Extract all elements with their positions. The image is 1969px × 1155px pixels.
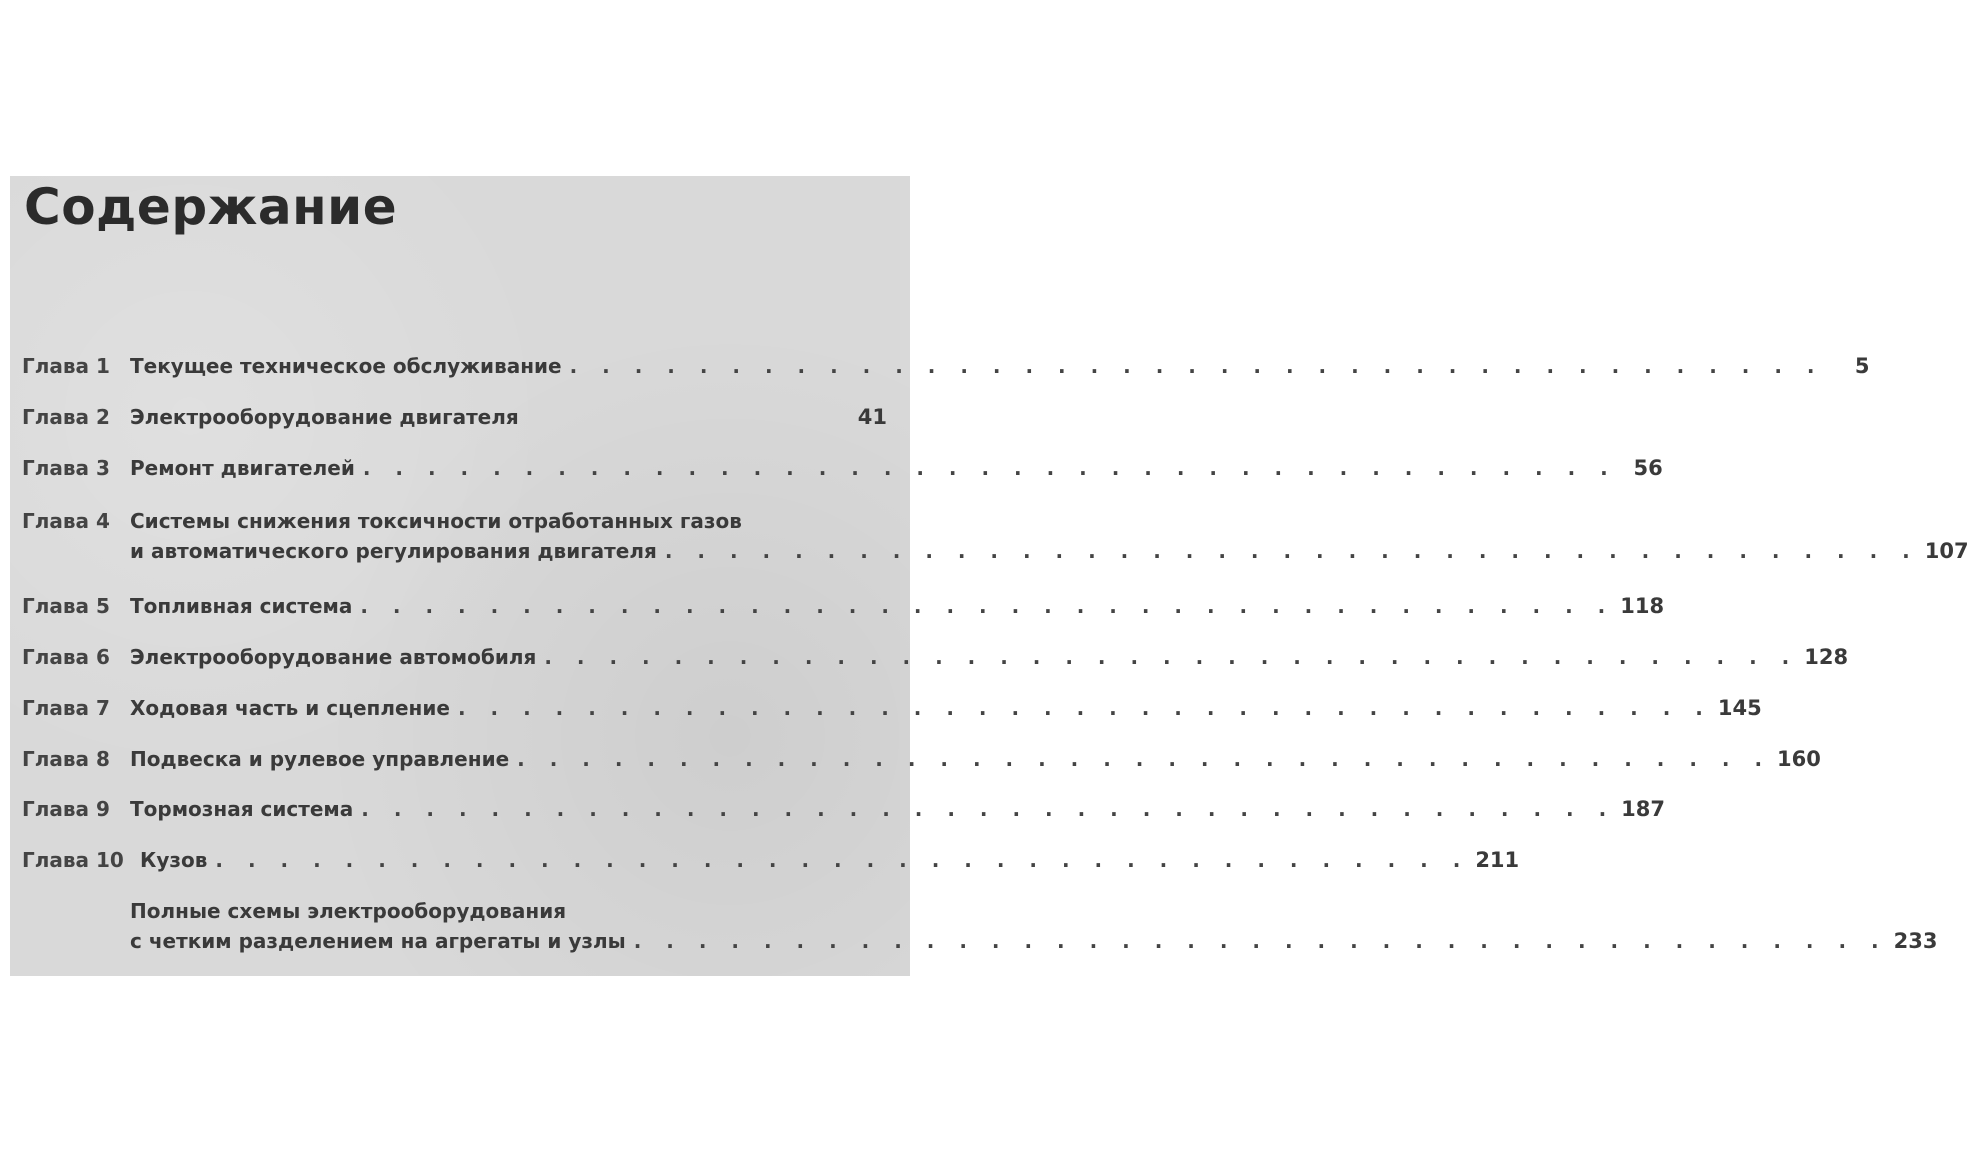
dot-leader: . . . . . . . . . . . . . . . . . . . . . . . . . . . . . . . . . . . . . . . (569, 354, 1824, 378)
appendix-title-line-1: Полные схемы электрооборудования (130, 899, 567, 923)
dot-leader: . . . . . . . . . . . . . . . . . . . . . . . . . . . . . . . . . . . . . . . (633, 929, 1888, 953)
toc-entry-6[interactable] (22, 642, 1849, 672)
chapter-title: Текущее техническое обслуживание (130, 354, 562, 378)
page-number: 211 (1475, 848, 1520, 872)
page-number: 56 (1633, 456, 1663, 480)
chapter-title: Ремонт двигателей (130, 456, 355, 480)
dot-leader: . . . . . . . . . . . . . . . . . . . . . . . . . . . . . . . . . . . . . . . (362, 456, 1617, 480)
chapter-title: Ходовая часть и сцепление (130, 696, 450, 720)
chapter-number: Глава 6 (22, 645, 110, 669)
dot-leader: . . . . . . . . . . . . . . . . . . . . . . . . . . . . . . . . . . . . . . . (361, 797, 1616, 821)
chapter-title: Электрооборудование двигателя (130, 405, 519, 429)
page-number: 145 (1717, 696, 1762, 720)
chapter-title: Топливная система (130, 594, 353, 618)
chapter-number: Глава 3 (22, 456, 110, 480)
dot-leader: . . . . . . . . . . . . . . . . . . . . . . . . . . . . . . . . . . . . . . . (517, 747, 1772, 771)
toc-entry-1[interactable] (22, 351, 1870, 381)
chapter-number: Глава 2 (22, 405, 110, 429)
toc-entry-4[interactable] (22, 506, 1969, 566)
toc-entry-9[interactable] (22, 794, 1666, 824)
dot-leader: . . . . . . . . . . . . . . . . . . . . . . . . . . . . . . . . . . . . . . . (215, 848, 1470, 872)
chapter-title-line-1: Системы снижения токсичности отработанных газов (130, 509, 742, 533)
toc-entry-3[interactable] (22, 453, 1663, 483)
toc-entry-appendix[interactable] (22, 896, 1938, 956)
page-number: 41 (857, 405, 887, 429)
dot-leader: . . . . . . . . . . . . . . . . . . . . . . . . . . . . . . . . . . . . . . . (544, 645, 1799, 669)
chapter-title-line-2: и автоматического регулирования двигателя (130, 539, 657, 563)
chapter-number: Глава 8 (22, 747, 110, 771)
chapter-number: Глава 1 (22, 354, 110, 378)
page-number: 118 (1620, 594, 1665, 618)
chapter-number: Глава 10 (22, 848, 124, 872)
page-number: 5 (1854, 354, 1870, 378)
chapter-title: Кузов (140, 848, 208, 872)
page-number: 128 (1804, 645, 1849, 669)
page-number: 233 (1893, 929, 1938, 953)
dot-leader: . . . . . . . . . . . . . . . . . . . . . . . . . . . . . . . . . . . . . . . (360, 594, 1615, 618)
chapter-title: Тормозная система (130, 797, 354, 821)
appendix-title-line-2: с четким разделением на агрегаты и узлы (130, 929, 626, 953)
dot-leader: . . . . . . . . . . . . . . . . . . . . . . . . . . . . . . . . . . . . . . . (457, 696, 1712, 720)
page-number: 160 (1777, 747, 1821, 771)
chapter-title: Подвеска и рулевое управление (130, 747, 510, 771)
dot-leader: . . . . . . . . . . . . . . . . . . . . . . . . . . . . . . . . . . . . . . . (664, 539, 1919, 563)
page-number: 107 (1924, 539, 1969, 563)
toc-entry-2[interactable] (22, 402, 887, 432)
toc-entry-7[interactable] (22, 693, 1762, 723)
chapter-number: Глава 4 (22, 509, 110, 533)
chapter-title: Электрооборудование автомобиля (130, 645, 537, 669)
toc-entry-8[interactable] (22, 744, 1821, 774)
scanned-page (10, 176, 1969, 976)
chapter-number: Глава 5 (22, 594, 110, 618)
chapter-number: Глава 9 (22, 797, 110, 821)
page-number: 187 (1621, 797, 1666, 821)
toc-entry-10[interactable] (22, 845, 1520, 875)
page-title: Содержание (24, 178, 398, 236)
toc-entry-5[interactable] (22, 591, 1665, 621)
chapter-number: Глава 7 (22, 696, 110, 720)
